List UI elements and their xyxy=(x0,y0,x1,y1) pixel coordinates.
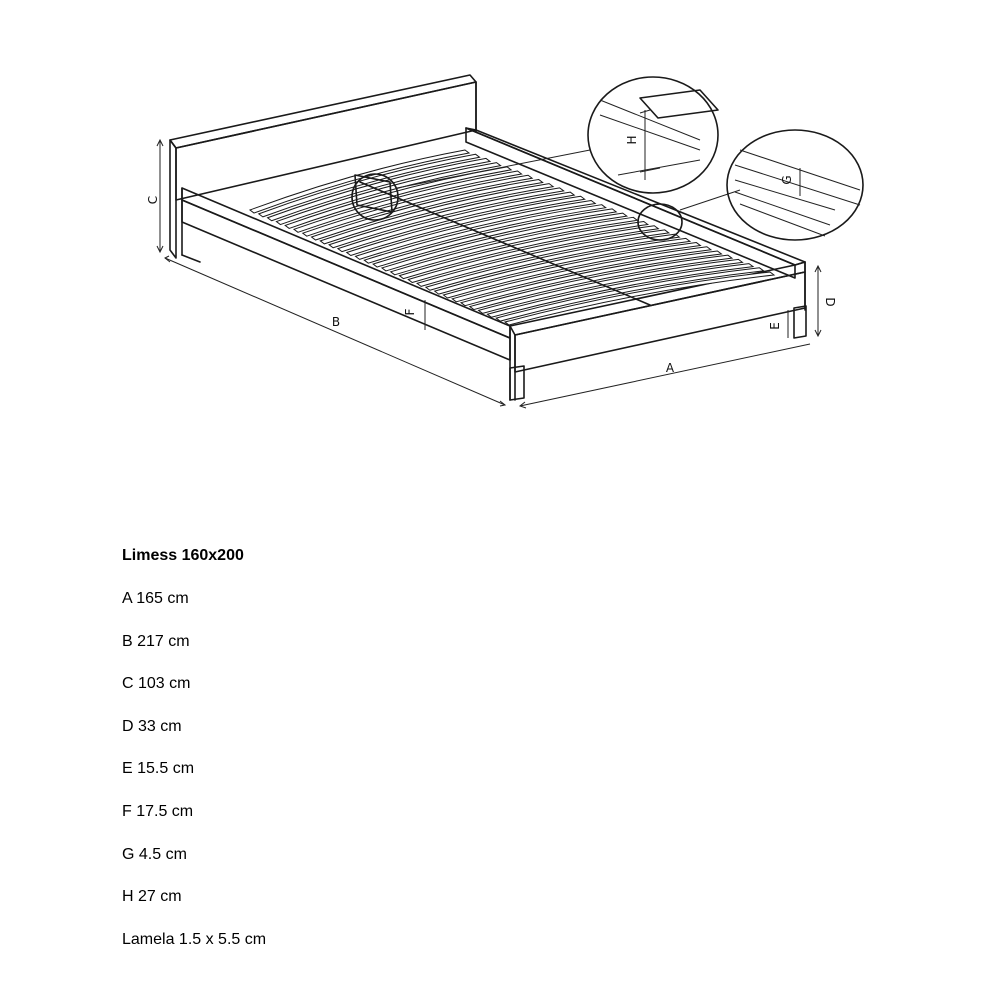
dim-label-g: G xyxy=(780,175,794,185)
spec-row: Lamela 1.5 x 5.5 cm xyxy=(122,930,267,948)
spec-row: G 4.5 cm xyxy=(122,845,187,863)
spec-row: D 33 cm xyxy=(122,717,182,735)
dim-label-b: B xyxy=(331,315,341,329)
spec-row: H 27 cm xyxy=(122,888,182,906)
spec-row: B 217 cm xyxy=(122,632,190,650)
dim-label-a: A xyxy=(665,361,675,375)
bed-legs xyxy=(510,306,806,400)
detail-circle-g xyxy=(638,130,863,240)
dim-label-c: C xyxy=(146,195,160,205)
spec-row: E 15.5 cm xyxy=(122,760,195,778)
product-title: Limess 160x200 xyxy=(122,547,244,564)
spec-row: A 165 cm xyxy=(122,590,189,607)
bed-diagram-svg xyxy=(0,0,1000,440)
dim-label-e: E xyxy=(768,322,782,330)
bed-dimension-drawing xyxy=(0,0,1000,440)
spec-row: F 17.5 cm xyxy=(122,802,194,820)
dim-label-f: F xyxy=(403,308,417,316)
spec-list xyxy=(122,546,522,972)
dim-label-h: H xyxy=(625,135,639,145)
spec-row: C 103 cm xyxy=(122,675,191,693)
dim-label-d: D xyxy=(823,297,837,307)
